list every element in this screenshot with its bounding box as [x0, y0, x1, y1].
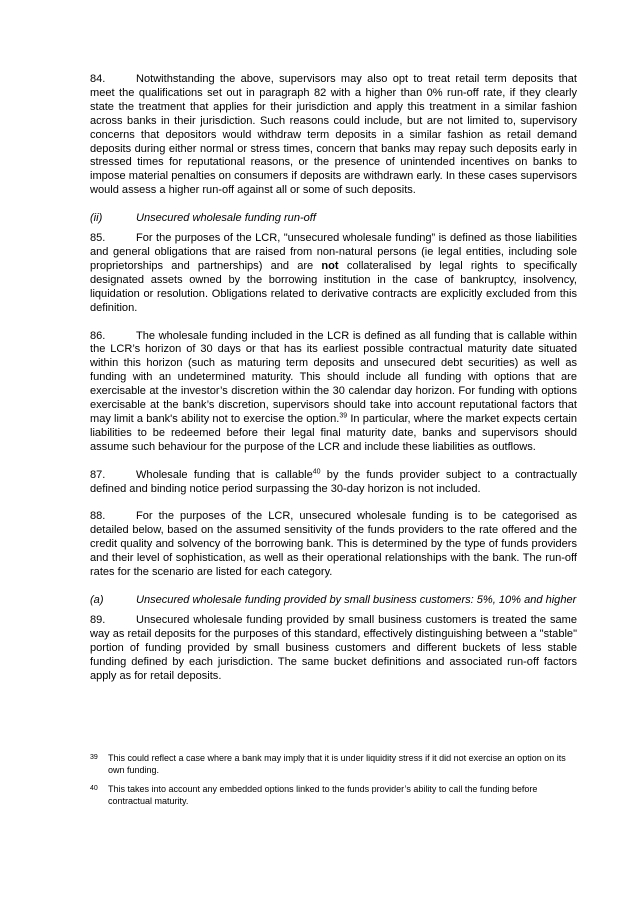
paragraph-text: Unsecured wholesale funding provided by small business customers is treated the same way as retail deposits for the purposes of this standard, effectively distinguishing between a "stable" portion of funding provided by small business customers and different buckets of less stable funding defined by each jurisdiction. The same bucket definitions and associated run-off factors apply as for retail deposits. [90, 613, 577, 682]
footnote-text: This takes into account any embedded options linked to the funds provider’s ability to call the funding before contractual maturity. [108, 784, 538, 806]
paragraph-text-continued: by the funds provider subject to a contractually defined and binding notice period surpassing the 30-day horizon is not included. [90, 468, 577, 495]
paragraph-text: Notwithstanding the above, supervisors may also opt to treat retail term deposits that meet the qualifications set out in paragraph 82 with a higher than 0% run-off rate, if they clearly state the treatment that applies for their jurisdiction and apply this treatment in a similar fashion across banks in their jurisdiction. Such reasons could include, but are not limited to, supervisory concerns that depositors would withdraw term deposits in a similar fashion as retail demand deposits during either normal or stress times, concern that banks may repay such deposits early in stressed times for reputational reasons, or the presence of unintended incentives on banks to impose material penalties on consumers if deposits are withdrawn early. In these cases supervisors would assess a higher run-off against all or some of such deposits. [90, 73, 577, 197]
paragraph-number: 86. [90, 329, 106, 342]
footnotes [90, 753, 577, 815]
footnote-40 [90, 784, 577, 807]
paragraph-number: 85. [90, 232, 106, 245]
footnote-mark: 39 [90, 754, 98, 761]
paragraph-text: For the purposes of the LCR, unsecured wholesale funding is to be categorised as detailed below, based on the assumed sensitivity of the funds providers to the rate offered and the credit quality and solvency of the borrowing bank. This is determined by the type of funds providers and their level of sophistication, as well as their operational relationships with the bank. The run-off rates for the scenario are listed for each category. [90, 510, 577, 579]
paragraph-number: 84. [90, 73, 106, 85]
footnote-text: This could reflect a case where a bank may imply that it is under liquidity stress if it did not exercise an option on its own funding. [108, 753, 566, 775]
bold-emphasis: not [321, 259, 339, 272]
paragraph-number: 89. [90, 613, 106, 626]
paragraph-86 [90, 330, 577, 455]
footnote-mark: 40 [90, 785, 98, 793]
paragraph-text-continued: collateralised by legal rights to specifically designated assets owned by the borrowing institution in the case of bankruptcy, insolvency, liquidation or resolution. Obligations related to derivative contracts are explicitly excluded from this definition. [90, 259, 577, 314]
paragraph-88 [90, 510, 577, 580]
section-heading-a [90, 594, 577, 608]
heading-text: Unsecured wholesale funding provided by small business customers: 5%, 10% and higher [136, 594, 577, 606]
paragraph-text: The wholesale funding included in the LCR is defined as all funding that is callable within the LCR’s horizon of 30 days or that has its earliest possible contractual maturity date situated within this horizon (such as maturing term deposits and unsecured debt securities) as well as funding with an undetermined maturity. This should include all funding with options that are exercisable at the investor’s discretion within the 30 calendar day horizon. For funding with options exercisable at the bank’s discretion, supervisors should take into account reputational factors that may limit a bank's ability not to exercise the option. [90, 329, 577, 425]
paragraph-84 [90, 73, 577, 198]
heading-label: (a) [90, 594, 104, 606]
paragraph-85 [90, 232, 577, 315]
paragraph-text: Wholesale funding that is callable [136, 468, 313, 481]
paragraph-number: 88. [90, 510, 106, 523]
paragraph-text: For the purposes of the LCR, "unsecured wholesale funding” is defined as those liabilities and general obligations that are raised from non-natural persons (ie legal entities, including sole proprietorships and partnerships) and are [90, 232, 577, 272]
heading-text: Unsecured wholesale funding run-off [136, 212, 316, 225]
body-text [90, 73, 577, 697]
heading-label: (ii) [90, 212, 103, 225]
footnote-reference-40[interactable]: 40 [312, 467, 321, 475]
paragraph-number: 87. [90, 468, 106, 481]
footnote-reference-39[interactable]: 39 [339, 412, 348, 420]
paragraph-text-continued: In particular, where the market expects certain liabilities to be redeemed before their legal final maturity date, banks and supervisors should assume such behaviour for the purpose of the LCR and include these liabilities as outflows. [90, 412, 577, 453]
footnote-39 [90, 753, 577, 776]
paragraph-87 [90, 469, 577, 497]
paragraph-89 [90, 614, 577, 684]
section-heading-ii [90, 212, 577, 226]
